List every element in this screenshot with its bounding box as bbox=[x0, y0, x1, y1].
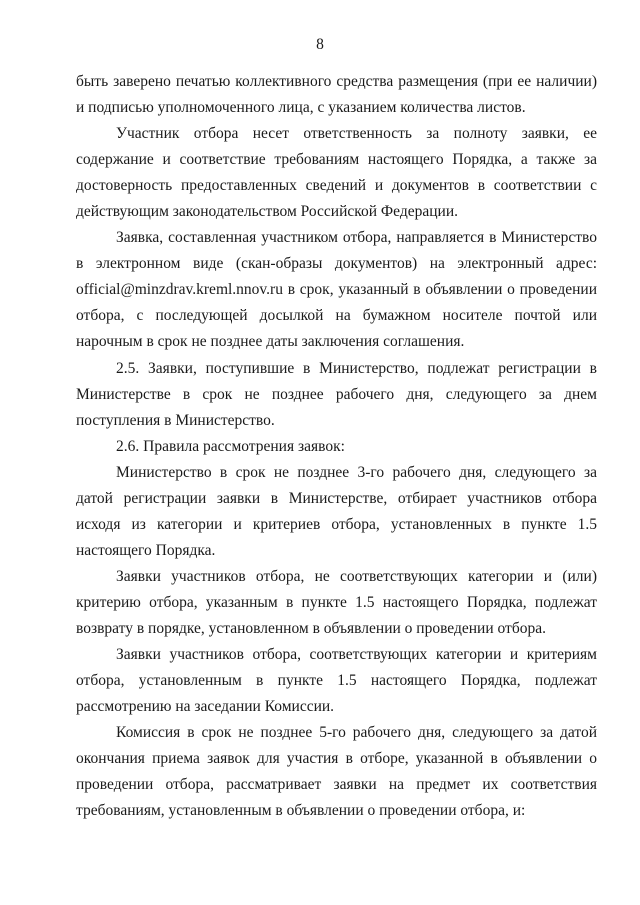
paragraph-ministry-selection: Министерство в срок не позднее 3-го рабочего дня, следующего за датой регистрации заявки в Министерстве, отбирает участников отбора исходя из категории и критериев отбора, установленных в пункте 1.5 настоящего Порядка. bbox=[76, 463, 597, 559]
document-body bbox=[76, 69, 597, 824]
paragraph-conforming-applications: Заявки участников отбора, соответствующих категории и критериям отбора, установленным в пункте 1.5 настоящего Порядка, подлежат рассмотрению на заседании Комиссии. bbox=[76, 646, 597, 716]
paragraph-participant-responsibility: Участник отбора несет ответственность за полноту заявки, ее содержание и соответствие требованиям настоящего Порядка, а также за достоверность предоставленных сведений и документов в соответствии с действующим законодательством Российской Федерации. bbox=[76, 125, 597, 221]
paragraph-2-6-heading: 2.6. Правила рассмотрения заявок: bbox=[116, 437, 345, 455]
paragraph-2-5-registration: 2.5. Заявки, поступившие в Министерство, подлежат регистрации в Министерстве в срок не позднее рабочего дня, следующего за днем поступления в Министерство. bbox=[76, 359, 597, 429]
paragraph-application-submission: Заявка, составленная участником отбора, направляется в Министерство в электронном виде (скан-образы документов) на электронный адрес: official@minzdrav.kreml.nnov.ru в срок, указанный в объявлении о проведении отбора, с последующей досылкой на бумажном носителе почтой или нарочным в срок не позднее даты заключения соглашения. bbox=[76, 229, 597, 351]
page-number: 8 bbox=[316, 36, 324, 53]
paragraph-continuation: быть заверено печатью коллективного средства размещения (при ее наличии) и подписью уполномоченного лица, с указанием количества листов. bbox=[76, 73, 597, 117]
paragraph-commission-review: Комиссия в срок не позднее 5-го рабочего дня, следующего за датой окончания приема заявок для участия в отборе, указанной в объявлении о проведении отбора, рассматривает заявки на предмет их соответствия требованиям, установленным в объявлении о проведении отбора, и: bbox=[76, 724, 597, 820]
paragraph-nonconforming-applications: Заявки участников отбора, не соответствующих категории и (или) критерию отбора, указанным в пункте 1.5 настоящего Порядка, подлежат возврату в порядке, установленном в объявлении о проведении отбора. bbox=[76, 567, 597, 637]
